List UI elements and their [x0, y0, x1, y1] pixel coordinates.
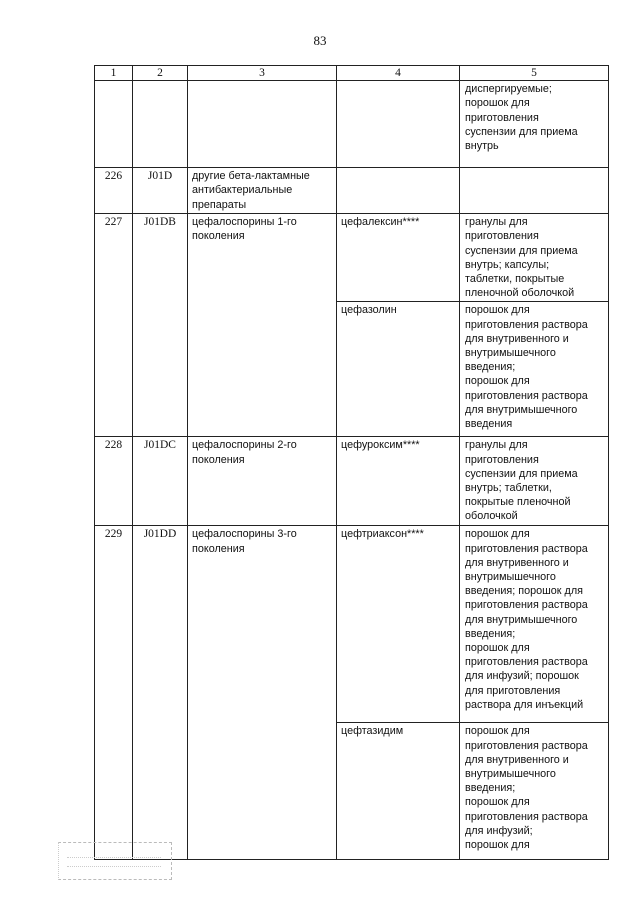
cell-drug: цефуроксим****: [337, 437, 460, 526]
cell-drug: цефтазидим: [337, 723, 460, 860]
cell-dosage-form: диспергируемые; порошок для приготовления суспензии для приема внутрь: [460, 81, 609, 168]
column-header-3: 3: [188, 66, 337, 81]
cell-drug: [337, 81, 460, 168]
cell-drug: цефалексин****: [337, 214, 460, 302]
cell-num: 229: [95, 526, 133, 860]
table-row: [95, 526, 609, 723]
table-header-row: [95, 66, 609, 81]
cell-dosage-form: [460, 168, 609, 214]
cell-code: J01DD: [133, 526, 188, 860]
cell-num: 227: [95, 214, 133, 437]
cell-code: J01DB: [133, 214, 188, 437]
cell-drug: [337, 168, 460, 214]
cell-drug: цефазолин: [337, 302, 460, 437]
column-header-5: 5: [460, 66, 609, 81]
cell-group: [188, 81, 337, 168]
table-body: [95, 81, 609, 860]
cell-group: цефалоспорины 2-го поколения: [188, 437, 337, 526]
cell-num: 226: [95, 168, 133, 214]
cell-dosage-form: порошок для приготовления раствора для внутривенного и внутримышечного введения; порошок для приготовления раствора для инфузий; порошок для: [460, 723, 609, 860]
scan-stamp-mark: [58, 842, 172, 880]
table-row: [95, 437, 609, 526]
cell-code: J01DC: [133, 437, 188, 526]
column-header-1: 1: [95, 66, 133, 81]
cell-dosage-form: порошок для приготовления раствора для внутривенного и внутримышечного введения; порошок для приготовления раствора для внутримышечного введения: [460, 302, 609, 437]
cell-code: [133, 81, 188, 168]
column-header-4: 4: [337, 66, 460, 81]
cell-group: цефалоспорины 1-го поколения: [188, 214, 337, 437]
cell-group: другие бета-лактамные антибактериальные препараты: [188, 168, 337, 214]
column-header-2: 2: [133, 66, 188, 81]
cell-code: J01D: [133, 168, 188, 214]
cell-group: цефалоспорины 3-го поколения: [188, 526, 337, 860]
table-row: [95, 168, 609, 214]
cell-num: [95, 81, 133, 168]
cell-dosage-form: порошок для приготовления раствора для внутривенного и внутримышечного введения; порошок для приготовления раствора для внутримышечного введения; порошок для приготовления раствора для инфузий; порошок для приготовления раствора для инъекций: [460, 526, 609, 723]
cell-num: 228: [95, 437, 133, 526]
cell-drug: цефтриаксон****: [337, 526, 460, 723]
page-number: 83: [313, 33, 327, 48]
table-row: [95, 214, 609, 302]
medicines-table: [94, 65, 609, 860]
continuation-row: [95, 81, 609, 168]
cell-dosage-form: гранулы для приготовления суспензии для приема внутрь; капсулы; таблетки, покрытые пленочной оболочкой: [460, 214, 609, 302]
cell-dosage-form: гранулы для приготовления суспензии для приема внутрь; таблетки, покрытые пленочной оболочкой: [460, 437, 609, 526]
